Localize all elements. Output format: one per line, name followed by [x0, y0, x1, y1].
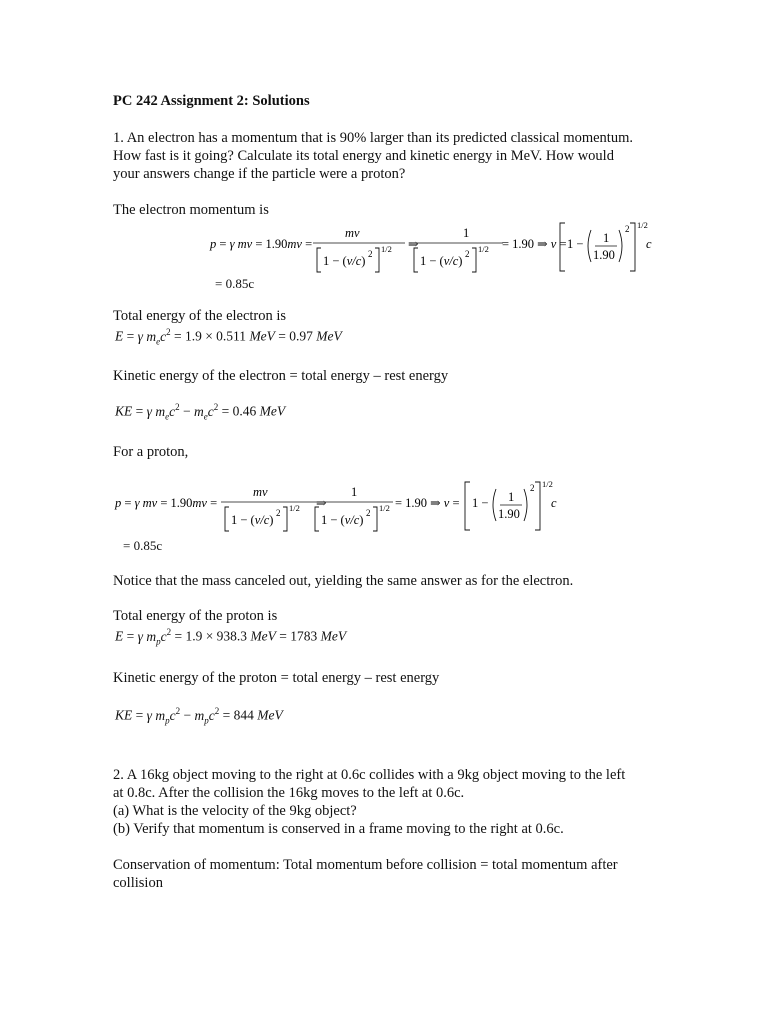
svg-text:1 − (v/c): 1 − (v/c) [321, 513, 364, 527]
electron-total-energy-equation: E = γ $m_ec^2 = 1.9 \times 0.511$ MeV = 0.97 MeV [115, 327, 342, 347]
proton-kinetic-intro: Kinetic energy of the proton = total energy – rest energy [113, 670, 440, 686]
svg-text:mv: mv [253, 485, 268, 499]
proton-momentum-equation [113, 476, 573, 536]
proton-intro: For a proton, [113, 444, 189, 460]
svg-text:2: 2 [276, 508, 281, 518]
svg-text:2: 2 [625, 224, 630, 234]
svg-text:1/2: 1/2 [637, 220, 648, 230]
svg-text:= 1.90 ⇒ v =: = 1.90 ⇒ v = [395, 496, 460, 510]
electron-momentum-equation [205, 218, 665, 276]
proton-total-energy-equation: E = γ $m_pc^2 = 1.9 \times 938.3$ MeV = 1783 MeV [115, 627, 347, 647]
question-2-line-2: at 0.8c. After the collision the 16kg moves to the left at 0.6c. [113, 785, 465, 801]
page-title: PC 242 Assignment 2: Solutions [113, 93, 310, 109]
svg-text:2: 2 [366, 508, 371, 518]
conservation-line-1: Conservation of momentum: Total momentum before collision = total momentum after [113, 857, 618, 873]
svg-text:1/2: 1/2 [289, 503, 300, 513]
proton-notice: Notice that the mass canceled out, yielding the same answer as for the electron. [113, 573, 574, 589]
electron-momentum-intro: The electron momentum is [113, 202, 269, 218]
svg-text:1 − (v/c): 1 − (v/c) [323, 254, 366, 268]
svg-text:2: 2 [368, 249, 373, 259]
svg-text:1.90: 1.90 [593, 248, 615, 262]
electron-kinetic-equation: KE = γ $m_ec^2 - m_ec^2 = 0.46$ MeV [115, 402, 286, 422]
electron-kinetic-intro: Kinetic energy of the electron = total energy – rest energy [113, 368, 449, 384]
svg-text:1/2: 1/2 [478, 244, 489, 254]
svg-text:1: 1 [603, 231, 610, 245]
svg-text:1/2: 1/2 [381, 244, 392, 254]
question-1-line-2: How fast is it going? Calculate its total energy and kinetic energy in MeV. How would [113, 148, 614, 164]
svg-text:2: 2 [530, 483, 535, 493]
svg-text:2: 2 [465, 249, 470, 259]
svg-text:1.90: 1.90 [498, 507, 520, 521]
svg-text:1: 1 [508, 490, 515, 504]
electron-total-energy-intro: Total energy of the electron is [113, 308, 287, 324]
svg-text:1 −: 1 − [567, 237, 584, 251]
conservation-line-2: collision [113, 875, 163, 891]
svg-text:1: 1 [351, 485, 358, 499]
svg-text:1/2: 1/2 [379, 503, 390, 513]
svg-text:1: 1 [463, 226, 470, 240]
question-2-part-b: (b) Verify that momentum is conserved in a frame moving to the right at 0.6c. [113, 821, 564, 837]
svg-text:⇒: ⇒ [316, 496, 327, 510]
svg-text:1 − (v/c): 1 − (v/c) [231, 513, 274, 527]
question-2-part-a: (a) What is the velocity of the 9kg object? [113, 803, 357, 819]
proton-kinetic-equation: KE = γ $m_pc^2 - m_pc^2 = 844$ MeV [115, 706, 283, 726]
electron-speed-result: = 0.85c [215, 276, 255, 291]
question-2-line-1: 2. A 16kg object moving to the right at 0.6c collides with a 9kg object moving to the left [113, 767, 626, 783]
svg-text:= 1.90 ⇒ v =: = 1.90 ⇒ v = [502, 237, 567, 251]
svg-text:p = γ mv = 1.90mv =: p = γ mv = 1.90mv = [210, 237, 313, 251]
svg-text:mv: mv [345, 226, 360, 240]
question-1-line-1: 1. An electron has a momentum that is 90% larger than its predicted classical momentum. [113, 130, 633, 146]
svg-text:1/2: 1/2 [542, 479, 553, 489]
svg-text:1 −: 1 − [472, 496, 489, 510]
svg-text:c: c [646, 237, 652, 251]
svg-text:c: c [551, 496, 557, 510]
svg-text:⇒: ⇒ [408, 237, 419, 251]
proton-speed-result: = 0.85c [123, 538, 163, 553]
svg-text:1 − (v/c): 1 − (v/c) [420, 254, 463, 268]
svg-text:p = γ mv = 1.90mv =: p = γ mv = 1.90mv = [115, 496, 218, 510]
proton-total-energy-intro: Total energy of the proton is [113, 608, 278, 624]
question-1-line-3: your answers change if the particle were a proton? [113, 166, 406, 182]
